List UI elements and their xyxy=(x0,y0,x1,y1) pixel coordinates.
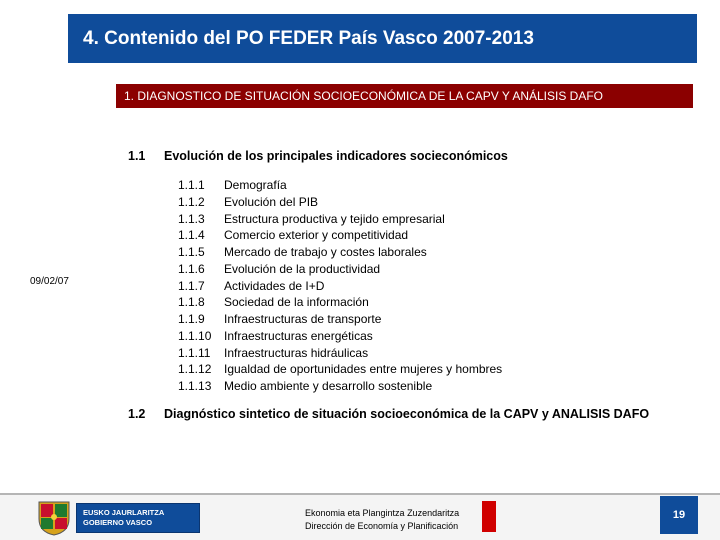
list-item xyxy=(178,294,502,311)
logo-line: EUSKO JAURLARITZA xyxy=(83,508,165,517)
list-item xyxy=(178,211,502,228)
title-bar xyxy=(68,14,697,63)
item-label: Mercado de trabajo y costes laborales xyxy=(224,245,427,259)
item-number: 1.1.2 xyxy=(178,194,205,209)
subsection-title: Diagnóstico sintetico de situación socioeconómica de la CAPV y ANALISIS DAFO xyxy=(164,407,650,421)
list-item xyxy=(178,227,502,244)
department-line-basque: Ekonomia eta Plangintza Zuzendaritza xyxy=(305,508,460,518)
page-number-box xyxy=(660,496,698,534)
item-label: Igualdad de oportunidades entre mujeres y hombres xyxy=(224,362,503,377)
item-number: 1.1.10 xyxy=(178,328,212,343)
list-item xyxy=(178,261,502,278)
item-number: 1.1.8 xyxy=(178,295,205,310)
date-label: 09/02/07 xyxy=(30,276,69,287)
item-label: Medio ambiente y desarrollo sostenible xyxy=(224,379,433,393)
list-item xyxy=(178,278,502,295)
page-title: 4. Contenido del PO FEDER País Vasco 2007-2013 xyxy=(83,27,534,49)
accent-stripe xyxy=(482,501,496,532)
department-name xyxy=(305,507,459,533)
item-label: Infraestructuras de transporte xyxy=(224,312,382,326)
government-logo xyxy=(36,499,200,537)
item-label: Evolución del PIB xyxy=(224,194,319,209)
item-label: Sociedad de la información xyxy=(224,295,369,310)
list-item xyxy=(178,345,502,362)
list-item xyxy=(178,311,502,328)
section-heading: 1. DIAGNOSTICO DE SITUACIÓN SOCIOECONÓMICA DE LA CAPV Y ANÁLISIS DAFO xyxy=(124,89,604,103)
list-item xyxy=(178,244,502,261)
page-number: 19 xyxy=(672,509,686,521)
list-item xyxy=(178,328,502,345)
list-item xyxy=(178,378,502,395)
subsection-number: 1.2 xyxy=(128,407,146,421)
item-label: Infraestructuras hidráulicas xyxy=(224,345,369,360)
item-number: 1.1.6 xyxy=(178,261,205,276)
item-label: Estructura productiva y tejido empresarial xyxy=(224,211,445,226)
subsection-title: Evolución de los principales indicadores socieconómicos xyxy=(164,149,508,163)
item-label: Comercio exterior y competitividad xyxy=(224,228,409,243)
list-item xyxy=(178,194,502,211)
item-list xyxy=(178,177,502,395)
coat-of-arms-icon xyxy=(36,499,72,537)
item-number: 1.1.4 xyxy=(178,228,205,243)
subsection-number: 1.1 xyxy=(128,149,146,163)
section-bar xyxy=(116,84,693,108)
logo-text xyxy=(76,503,200,533)
item-number: 1.1.11 xyxy=(178,345,211,360)
item-label: Evolución de la productividad xyxy=(224,261,381,276)
item-label: Actividades de I+D xyxy=(224,278,325,293)
item-number: 1.1.5 xyxy=(178,245,205,259)
item-label: Infraestructuras energéticas xyxy=(224,328,373,343)
list-item xyxy=(178,361,502,378)
item-label: Demografía xyxy=(224,178,287,192)
list-item xyxy=(178,177,502,194)
item-number: 1.1.9 xyxy=(178,312,205,326)
item-number: 1.1.1 xyxy=(178,178,205,192)
logo-line: GOBIERNO VASCO xyxy=(83,518,153,527)
item-number: 1.1.3 xyxy=(178,211,205,226)
item-number: 1.1.7 xyxy=(178,278,205,293)
item-number: 1.1.12 xyxy=(178,362,212,377)
department-line-spanish: Dirección de Economía y Planificación xyxy=(305,521,459,531)
item-number: 1.1.13 xyxy=(178,379,212,393)
